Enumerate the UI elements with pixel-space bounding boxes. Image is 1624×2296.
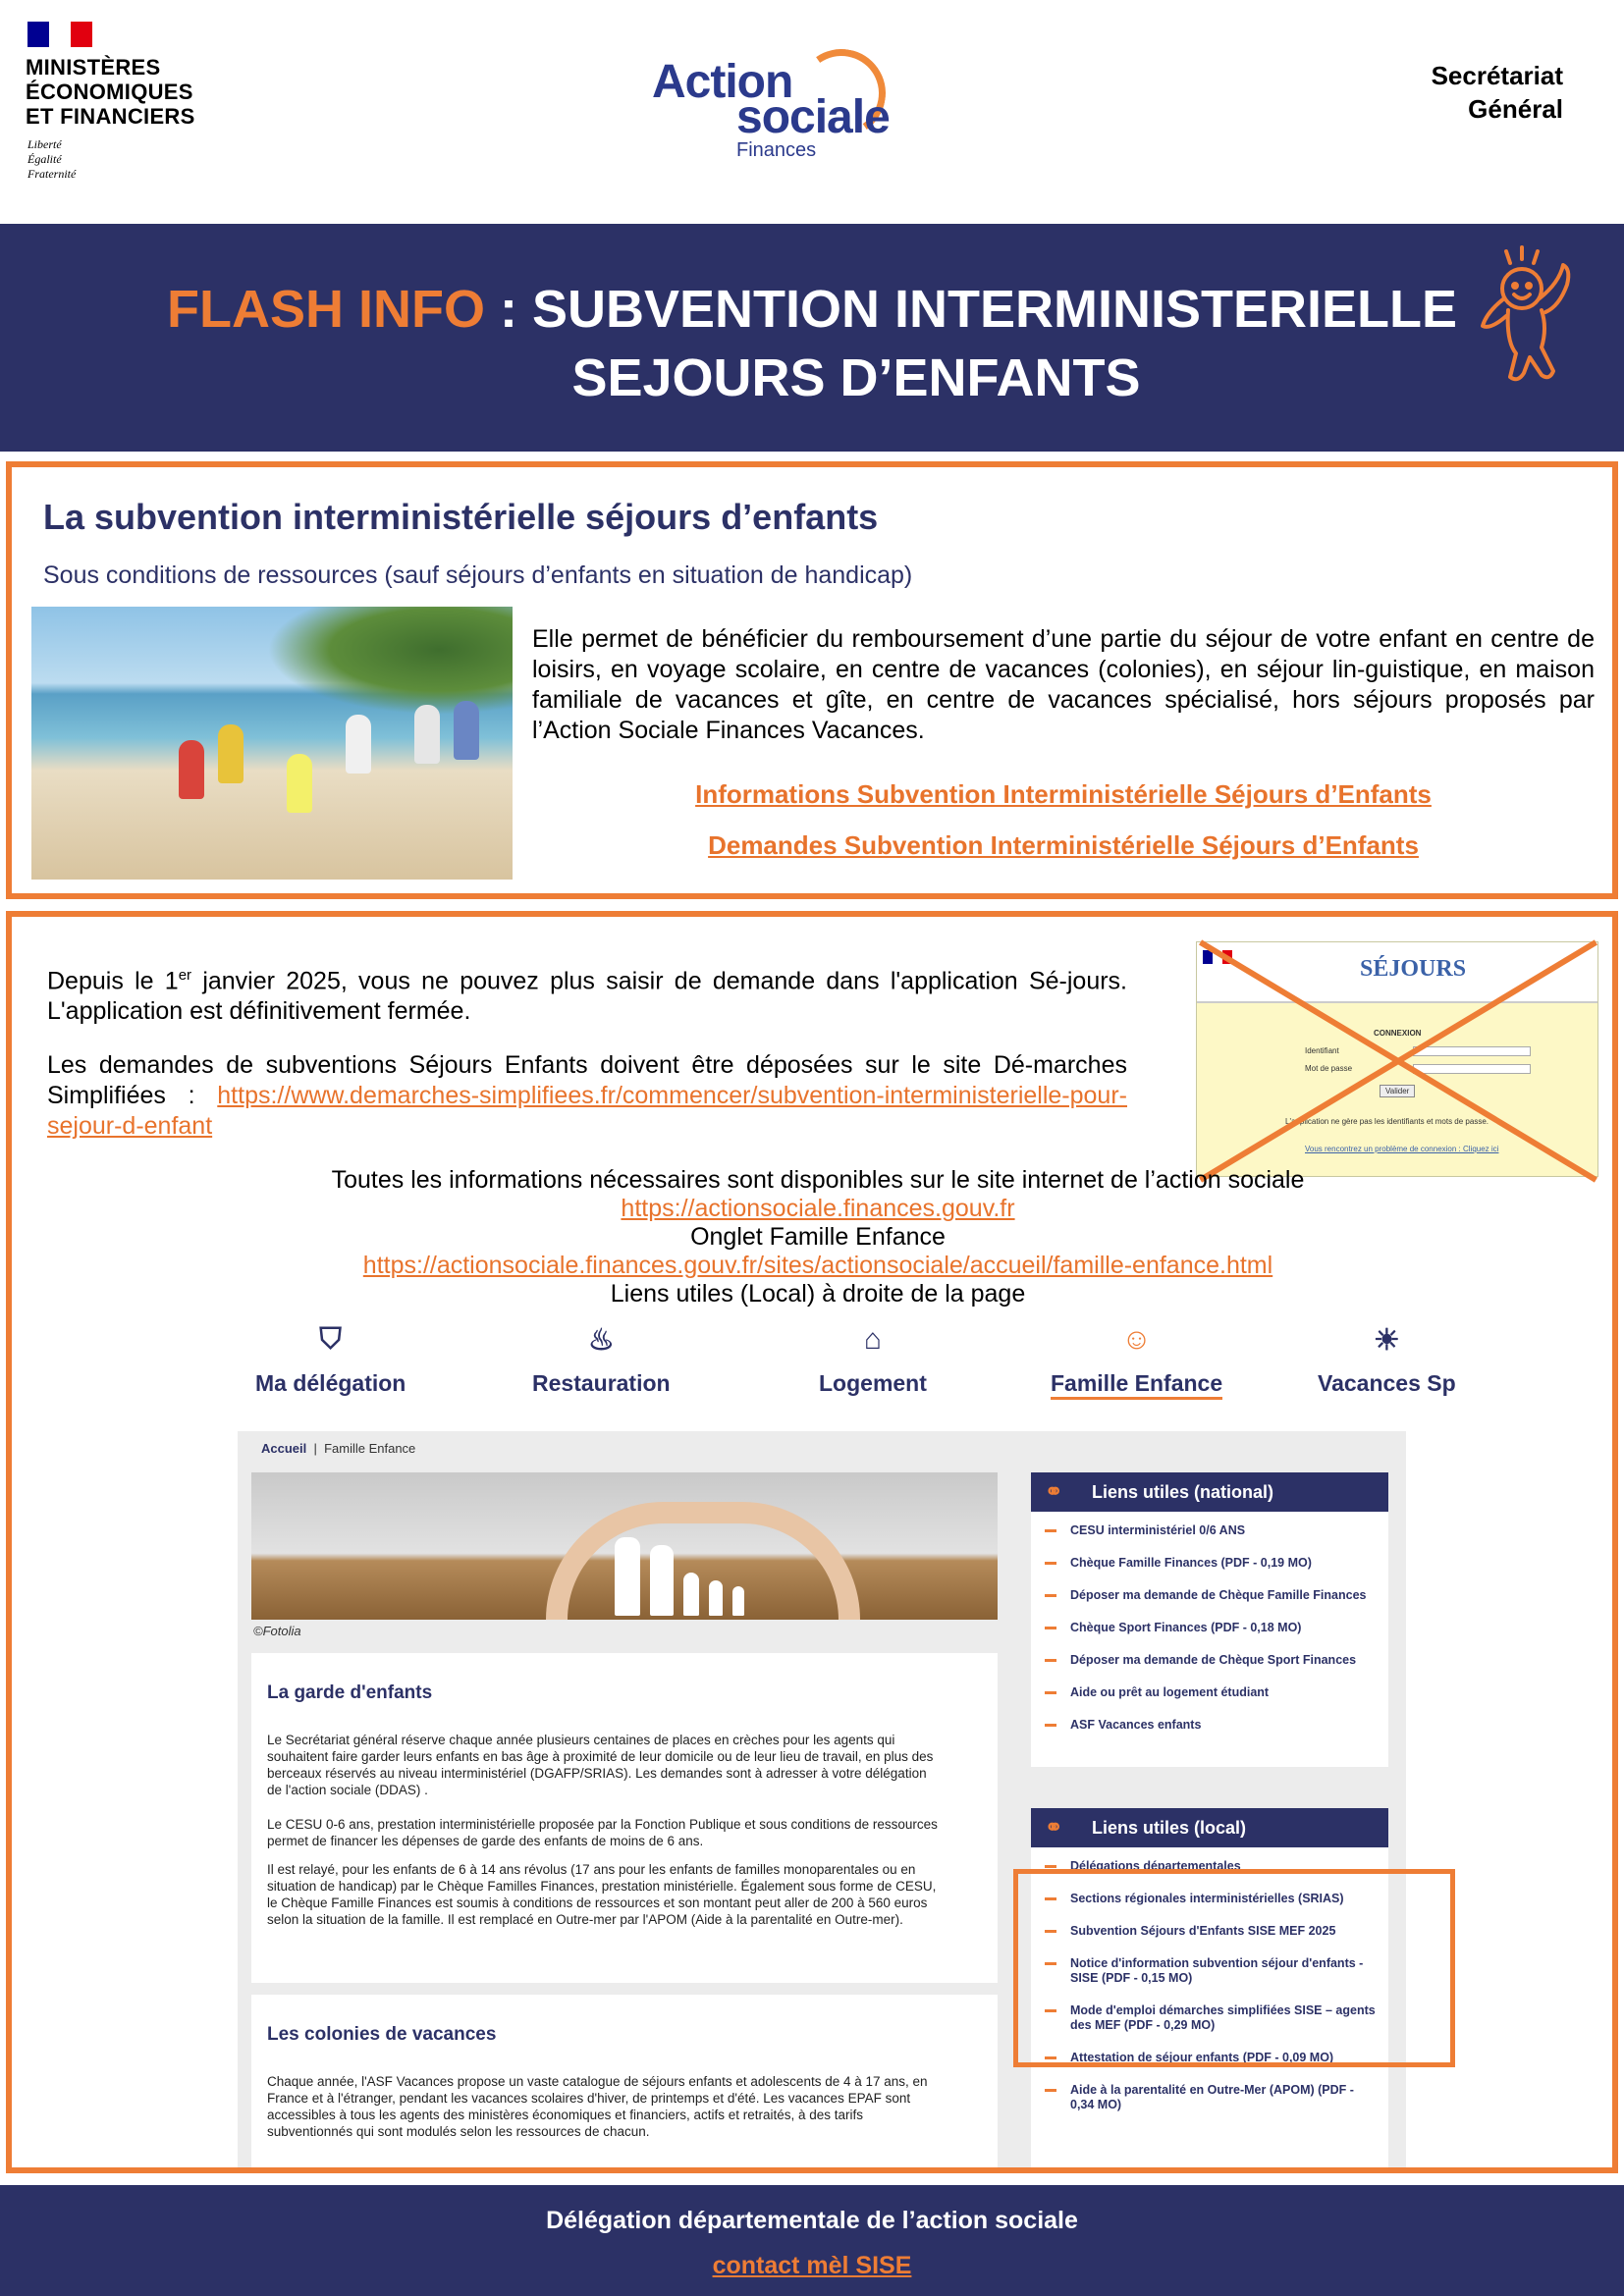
password-label: Mot de passe	[1305, 1064, 1353, 1073]
informations-subvention-link[interactable]: Informations Subvention Interministérielle Séjours d’Enfants	[695, 779, 1432, 809]
password-input	[1413, 1064, 1531, 1074]
national-link-item: Déposer ma demande de Chèque Sport Finances	[1031, 1653, 1388, 1668]
banner-title: FLASH INFO : SUBVENTION INTERMINISTERIELLE SEJOURS D’ENFANTS	[166, 280, 1458, 407]
colonies-title: Les colonies de vacances	[267, 2024, 497, 2045]
national-link-item: Chèque Famille Finances (PDF - 0,19 MO)	[1031, 1556, 1388, 1571]
footer	[0, 2185, 1624, 2296]
photo-credit: ©Fotolia	[253, 1624, 301, 1638]
action-sociale-site-link[interactable]: https://actionsociale.finances.gouv.fr	[621, 1195, 1015, 1222]
valider-button: Valider	[1380, 1085, 1415, 1097]
family-hands-photo	[251, 1472, 998, 1620]
section-subtitle: Sous conditions de ressources (sauf séjours d’enfants en situation de handicap)	[43, 561, 913, 589]
national-link-item: Aide ou prêt au logement étudiant	[1031, 1685, 1388, 1700]
colonies-card	[251, 1995, 998, 2167]
children-beach-photo	[31, 607, 513, 880]
garde-paragraph: Le CESU 0-6 ans, prestation interministérielle proposée par la Fonction Publique et sous conditions de ressources permet de financer les dépenses de garde des enfants de moins de 6 ans.	[267, 1817, 938, 1848]
section-title: La subvention interministérielle séjours d’enfants	[43, 497, 879, 537]
local-link-item: Mode d'emploi démarches simplifiées SISE – agents des MEF (PDF - 0,29 MO)	[1031, 2003, 1388, 2033]
sejours-app-title: SÉJOURS	[1360, 956, 1467, 982]
local-link-item: Subvention Séjours d'Enfants SISE MEF 2025	[1031, 1924, 1388, 1939]
information-block: Toutes les informations nécessaires sont disponibles sur le site internet de l’action sociale https://actionsociale.finances.gouv.fr Onglet Famille Enfance https://actionsociale.finances.gouv.fr/sites/actionsociale/accueil/famille-enfance.html Liens utiles (Local) à droite de la page	[331, 1166, 1305, 1308]
colonies-paragraph: Chaque année, l'ASF Vacances propose un vaste catalogue de séjours enfants et adolescents de 4 à 17 ans, en France et à l'étranger, pendant les vacances scolaires d'hiver, de printemps et d'été. Les vacances EPAF sont accessibles à tous les agents des ministères économiques et financiers, actifs et retraités, à des tarifs subventionnés qui sont modulés selon les ressources de chacun.	[267, 2074, 928, 2139]
chef-icon: ♨	[587, 1324, 615, 1357]
flash-info-banner	[0, 224, 1624, 452]
local-link-item: Délégations départementales	[1031, 1859, 1388, 1874]
nav-logement: ⌂ Logement	[819, 1323, 927, 1396]
france-map-icon: ⛉	[319, 1323, 342, 1356]
liens-utiles-local: ⚭ Liens utiles (local) Délégations départementales Sections régionales interministérielles (SRIAS) Subvention Séjours d'Enfants SISE MEF 2025 Notice d'information subvention séjour d'enfants - SISE (PDF - 0,15 MO) Mode d'emploi démarches simplifiées SISE – agents des MEF (PDF - 0,29 MO) Attestation de séjour enfants (PDF - 0,09 MO) Aide à la parentalité en Outre-Mer (APOM) (PDF - 0,34 MO)	[1031, 1808, 1388, 2167]
sejours-app-screenshot	[1196, 941, 1598, 1177]
connection-problem-link: Vous rencontrez un problème de connexion : Cliquez ici	[1305, 1145, 1499, 1153]
subvention-section	[6, 461, 1618, 899]
child-icon: ☺	[1121, 1323, 1152, 1356]
link-chain-icon: ⚭	[1045, 1815, 1063, 1840]
demarches-simplifiees-link[interactable]: https://www.demarches-simplifiees.fr/commencer/subvention-interministerielle-pour-sejour-d-enfant	[47, 1082, 1127, 1140]
nav-ma-delegation: ⛉ Ma délégation	[255, 1323, 406, 1396]
national-link-item: ASF Vacances enfants	[1031, 1718, 1388, 1733]
garde-paragraph: Le Secrétariat général réserve chaque année plusieurs centaines de places en crèches pour les agents qui souhaitent faire garder leurs enfants en bas âge à proximité de leur domicile ou de leur lieu de travail, en plus des berceaux réservés au niveau interministériel (DGAFP/SRIAS). Les demandes sont à adresser à votre délégation de l'action sociale (DDAS) .	[267, 1733, 934, 1797]
demarches-section	[6, 911, 1618, 2173]
local-link-item: Notice d'information subvention séjour d'enfants - SISE (PDF - 0,15 MO)	[1031, 1956, 1388, 1986]
identifiant-input	[1413, 1046, 1531, 1056]
national-link-item: Chèque Sport Finances (PDF - 0,18 MO)	[1031, 1621, 1388, 1635]
house-icon: ⌂	[863, 1323, 882, 1356]
application-closed-notice: Depuis le 1er janvier 2025, vous ne pouvez plus saisir de demande dans l'application Sé-jours. L'application est définitivement fermée.	[47, 967, 1128, 1026]
footer-title: Délégation départementale de l’action sociale	[546, 2207, 1078, 2234]
sise-links-highlight	[1013, 1869, 1455, 2067]
garde-paragraph: Il est relayé, pour les enfants de 6 à 14 ans révolus (17 ans pour les enfants de familles monoparentales ou en situation de handicap) par le Chèque Familles Finances, prestation ministérielle. Également sous forme de CESU, le Chèque Famille Finances est soumis à conditions de ressources et son montant peut aller de 200 à 560 euros selon la situation de la famille. Il est remplacé en Outre-mer par l'APOM (Aide à la parentalité en Outre-mer).	[267, 1862, 937, 1927]
famille-enfance-link[interactable]: https://actionsociale.finances.gouv.fr/sites/actionsociale/accueil/famille-enfance.html	[362, 1252, 1273, 1279]
contact-sise-link[interactable]: contact mèl SISE	[712, 2252, 912, 2279]
national-link-item: CESU interministériel 0/6 ANS	[1031, 1523, 1388, 1538]
liens-utiles-national: ⚭ Liens utiles (national) CESU interministériel 0/6 ANS Chèque Famille Finances (PDF - 0,19 MO) Déposer ma demande de Chèque Famille Finances Chèque Sport Finances (PDF - 0,18 MO) Déposer ma demande de Chèque Sport Finances Aide ou prêt au logement étudiant ASF Vacances enfants	[1031, 1472, 1388, 1767]
local-link-item: Aide à la parentalité en Outre-Mer (APOM) (PDF - 0,34 MO)	[1031, 2083, 1388, 2112]
nav-vacances: ☀ Vacances Sp	[1318, 1324, 1456, 1396]
republique-flag-icon	[27, 22, 92, 47]
app-note: L'application ne gère pas les identifiants et mots de passe.	[1285, 1117, 1489, 1126]
secretariat-general: Secrétariat Général	[1431, 61, 1563, 124]
breadcrumb: Accueil | Famille Enfance	[261, 1441, 416, 1456]
ministry-name: MINISTÈRES ÉCONOMIQUES ET FINANCIERS	[26, 55, 195, 129]
connexion-label: CONNEXION	[1374, 1029, 1422, 1038]
garde-title: La garde d'enfants	[267, 1682, 433, 1703]
national-link-item: Déposer ma demande de Chèque Famille Finances	[1031, 1588, 1388, 1603]
demandes-subvention-link[interactable]: Demandes Subvention Interministérielle Séjours d’Enfants	[708, 830, 1419, 860]
happy-child-icon	[1477, 243, 1585, 391]
subvention-description: Elle permet de bénéficier du remboursement d’une partie du séjour de votre enfant en centre de loisirs, en voyage scolaire, en centre de vacances (colonies), en séjour lin-guistique, en maison familiale de vacances et gîte, en centre de vacances spécialisé, hors séjours proposés par l’Action Sociale Finances Vacances.	[532, 625, 1595, 744]
local-link-item: Attestation de séjour enfants (PDF - 0,09 MO)	[1031, 2051, 1388, 2065]
identifiant-label: Identifiant	[1305, 1046, 1339, 1055]
nav-famille-enfance: ☺ Famille Enfance	[1051, 1370, 1222, 1400]
sun-icon: ☀	[1373, 1324, 1400, 1357]
website-screenshot	[238, 1319, 1456, 2167]
demarches-simplifiees-notice: Les demandes de subventions Séjours Enfants doivent être déposées sur le site Dé-marches Simplifiées : https://www.demarches-simplifiees.fr/commencer/subvention-interministerielle-pour-sejour-d-enfant	[47, 1051, 1127, 1140]
site-nav	[238, 1319, 1456, 1417]
link-chain-icon: ⚭	[1045, 1479, 1063, 1504]
garde-enfants-card	[251, 1653, 998, 1983]
republic-motto: Liberté Égalité Fraternité	[27, 137, 77, 181]
action-sociale-logo: Action sociale Finances	[648, 49, 913, 167]
nav-restauration: ♨ Restauration	[532, 1324, 671, 1396]
header	[0, 0, 1624, 224]
local-link-item: Sections régionales interministérielles (SRIAS)	[1031, 1892, 1388, 1906]
